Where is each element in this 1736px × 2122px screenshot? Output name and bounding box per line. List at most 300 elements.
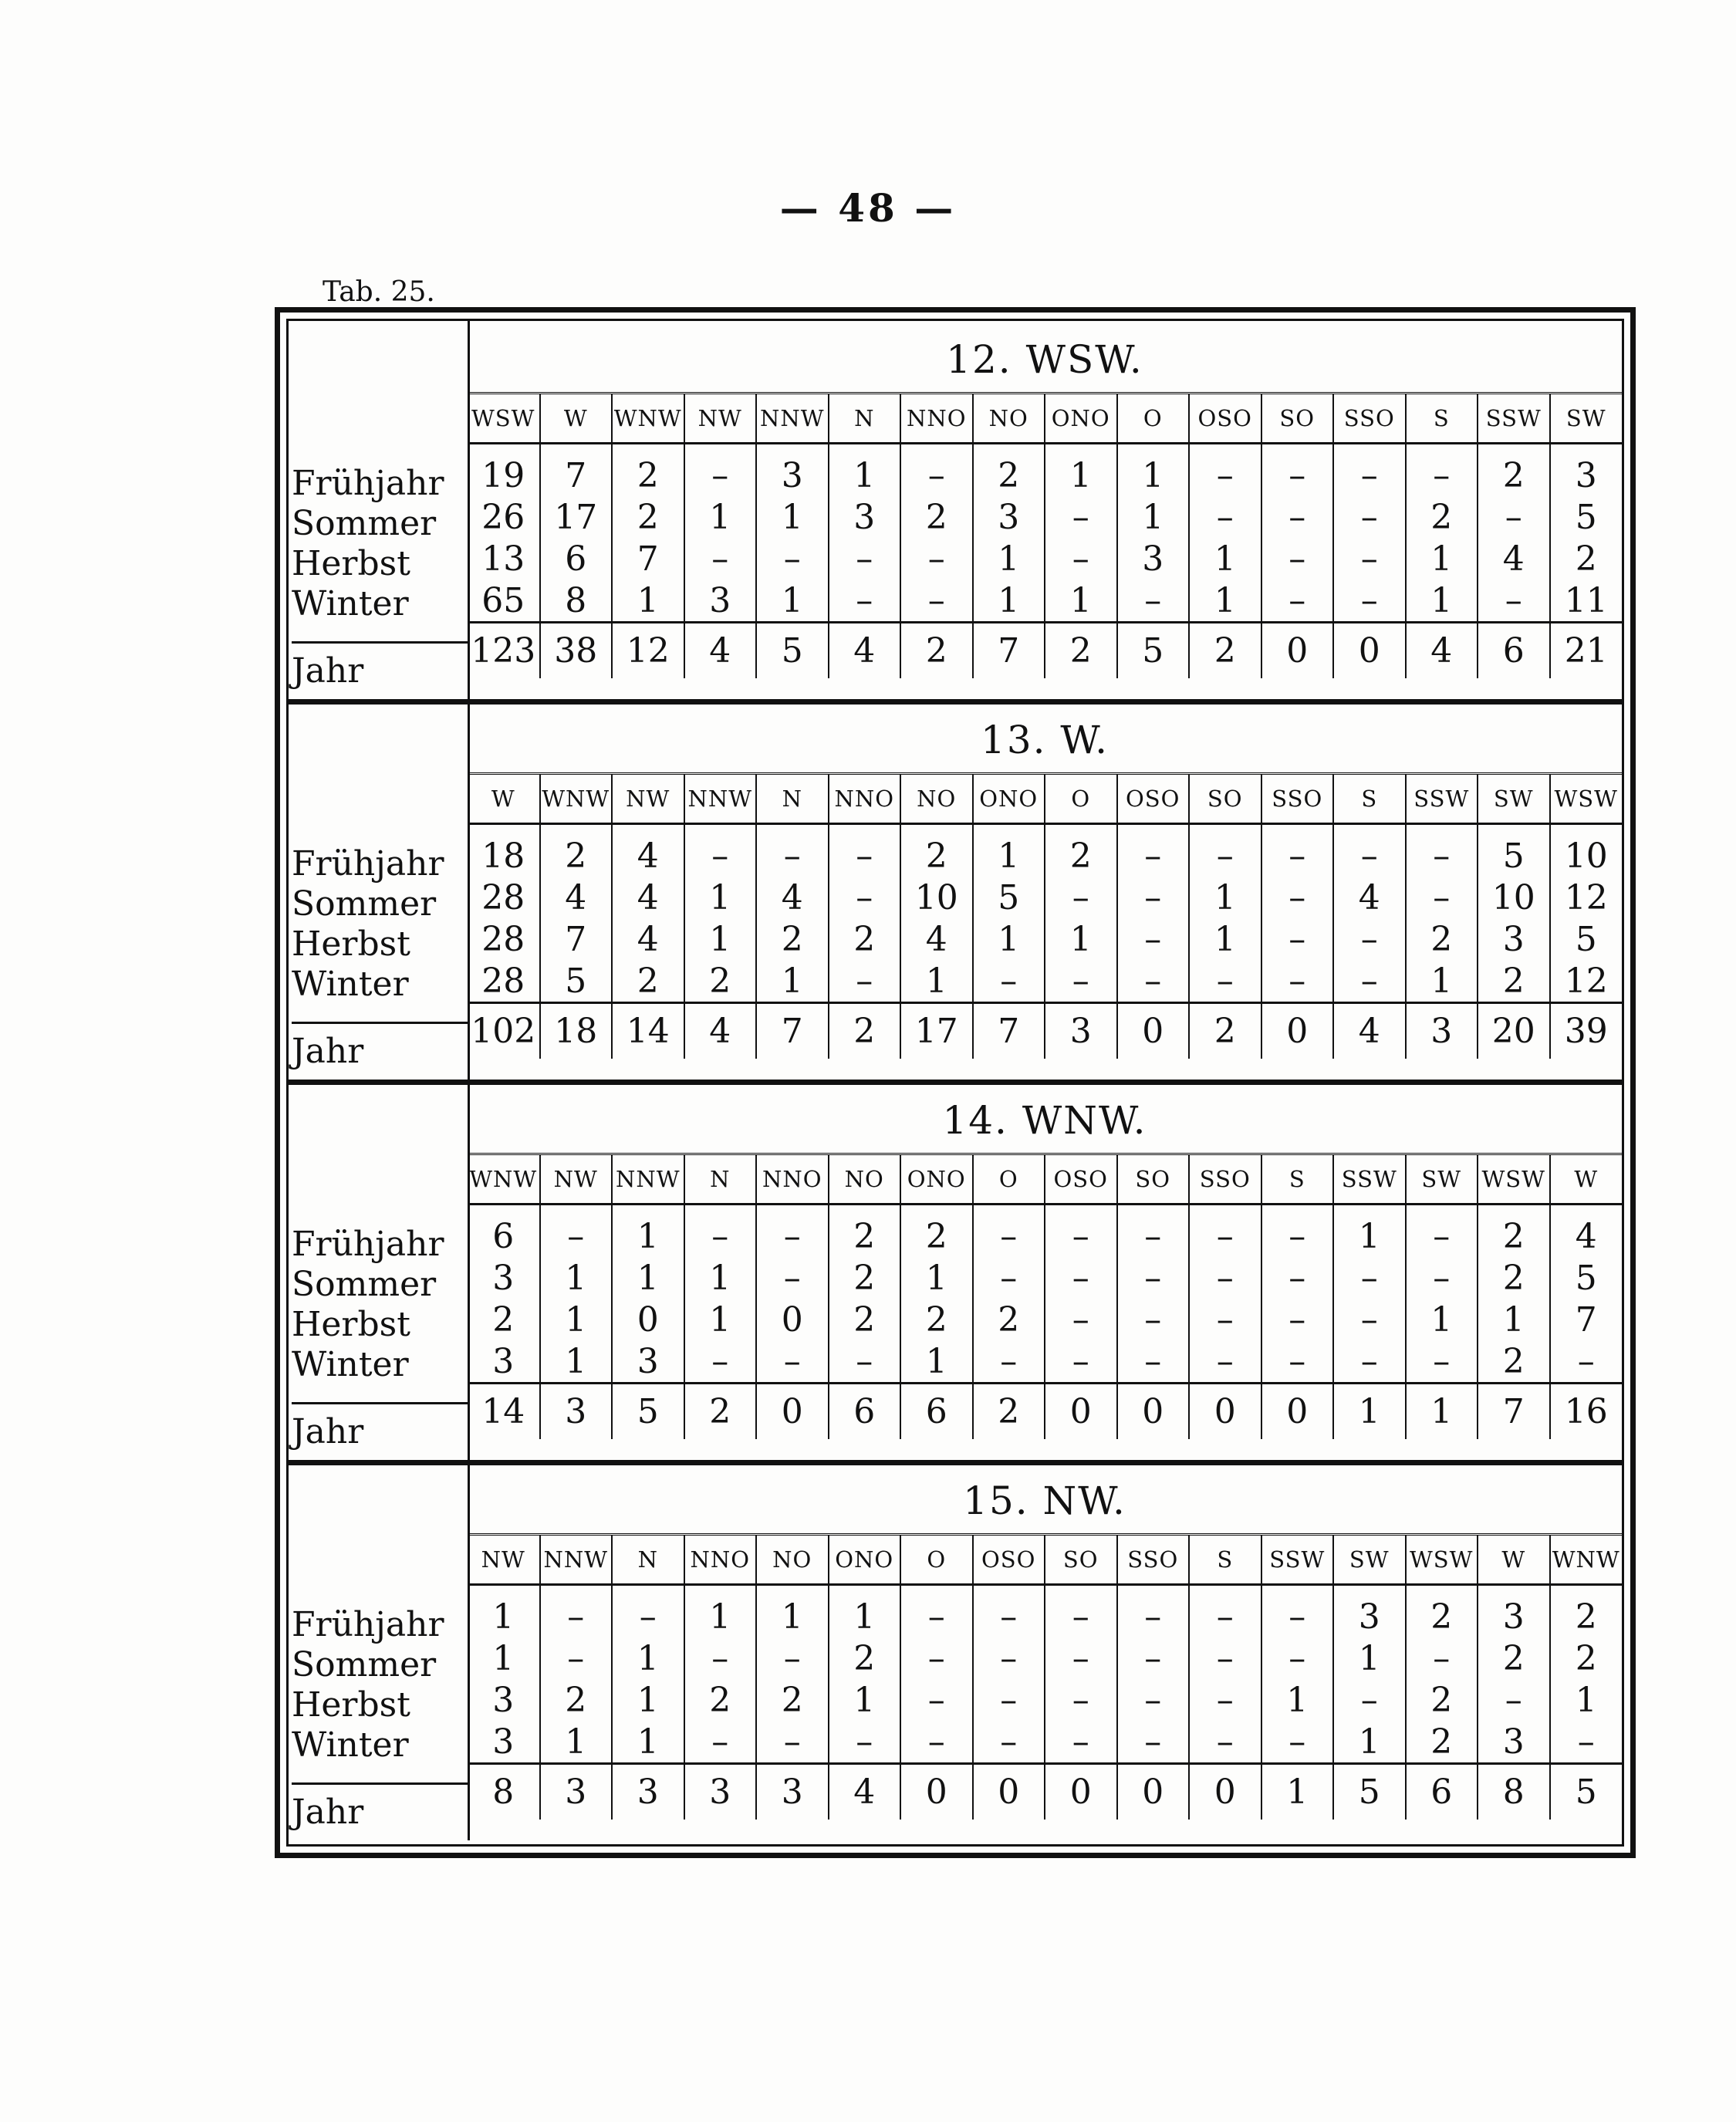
value-cell: 5 bbox=[1575, 497, 1597, 537]
direction-header-cell: SO bbox=[1045, 1535, 1117, 1585]
page-number: — 48 — bbox=[779, 185, 957, 231]
direction-header-cell: SSW bbox=[1406, 774, 1478, 824]
value-cell: – bbox=[684, 538, 757, 579]
direction-header-row bbox=[468, 1535, 1622, 1585]
value-cell: 4 bbox=[756, 877, 829, 918]
value-cell: 1 bbox=[540, 1721, 613, 1764]
total-cell: 12 bbox=[612, 623, 684, 679]
total-cell: 5 bbox=[1333, 1764, 1406, 1820]
year-total-row bbox=[468, 1384, 1622, 1440]
value-cell: – bbox=[1261, 496, 1334, 538]
total-cell: 14 bbox=[612, 1003, 684, 1059]
direction-header-cell: WNW bbox=[540, 774, 613, 824]
total-cell: 6 bbox=[900, 1384, 973, 1440]
value-cell: – bbox=[1261, 444, 1334, 497]
total-cell: 20 bbox=[1478, 1003, 1550, 1059]
value-cell: 1 bbox=[973, 918, 1045, 960]
table-row bbox=[468, 1585, 1622, 1638]
total-cell: 7 bbox=[973, 623, 1045, 679]
direction-header-cell: SW bbox=[1333, 1535, 1406, 1585]
value-cell: 3 bbox=[1575, 455, 1597, 495]
total-cell: 38 bbox=[540, 623, 613, 679]
value-cell: – bbox=[1117, 1205, 1190, 1258]
total-cell: 2 bbox=[1189, 1003, 1261, 1059]
table-row bbox=[468, 444, 1622, 497]
total-cell: 3 bbox=[1406, 1003, 1478, 1059]
value-cell: – bbox=[1117, 1299, 1190, 1340]
direction-header-cell: WSW bbox=[1406, 1535, 1478, 1585]
total-cell: 3 bbox=[540, 1764, 613, 1820]
wind-table bbox=[468, 1533, 1622, 1820]
direction-header-cell: W bbox=[1478, 1535, 1550, 1585]
value-cell: – bbox=[1117, 1637, 1190, 1679]
value-cell: 4 bbox=[1333, 877, 1406, 918]
total-cell: 14 bbox=[468, 1384, 540, 1440]
value-cell: – bbox=[684, 824, 757, 877]
direction-header-cell: W bbox=[540, 394, 613, 444]
value-cell: – bbox=[1261, 1257, 1334, 1299]
value-cell: 2 bbox=[612, 444, 684, 497]
value-cell: 3 bbox=[1478, 1585, 1550, 1638]
value-cell: – bbox=[1261, 824, 1334, 877]
total-cell: 6 bbox=[829, 1384, 901, 1440]
value-cell: 1 bbox=[1333, 1637, 1406, 1679]
direction-header-cell: SSO bbox=[1117, 1535, 1190, 1585]
value-cell: 1 bbox=[1406, 538, 1478, 579]
direction-header-cell: OSO bbox=[1045, 1154, 1117, 1205]
table-row bbox=[468, 1257, 1622, 1299]
total-cell: 4 bbox=[684, 1003, 757, 1059]
value-cell: 1 bbox=[468, 1637, 540, 1679]
season-label: Winter bbox=[292, 1725, 409, 1765]
value-cell: 1 bbox=[1189, 579, 1261, 623]
direction-header-cell: S bbox=[1333, 774, 1406, 824]
value-cell: – bbox=[1117, 918, 1190, 960]
value-cell: – bbox=[1117, 1340, 1190, 1384]
wind-table bbox=[468, 772, 1622, 1059]
total-cell: 1 bbox=[1406, 1384, 1478, 1440]
total-cell: 1 bbox=[1333, 1384, 1406, 1440]
value-cell: 17 bbox=[540, 496, 613, 538]
value-cell: 4 bbox=[612, 824, 684, 877]
direction-header-cell: SW bbox=[1406, 1154, 1478, 1205]
value-cell: – bbox=[756, 538, 829, 579]
total-cell: 0 bbox=[1261, 623, 1334, 679]
value-cell: – bbox=[1261, 579, 1334, 623]
season-label: Winter bbox=[292, 1345, 409, 1384]
value-cell: 1 bbox=[900, 1340, 973, 1384]
value-cell: 11 bbox=[1564, 580, 1608, 620]
season-list bbox=[292, 844, 444, 1005]
total-cell: 0 bbox=[1045, 1384, 1117, 1440]
direction-header-cell: SW bbox=[1478, 774, 1550, 824]
total-cell: 0 bbox=[1117, 1764, 1190, 1820]
value-cell: – bbox=[1045, 1679, 1117, 1721]
total-cell: 5 bbox=[1117, 623, 1190, 679]
total-cell: 102 bbox=[468, 1003, 540, 1059]
table-row bbox=[468, 538, 1622, 579]
season-label: Frühjahr bbox=[292, 464, 444, 503]
direction-header-cell: SSW bbox=[1333, 1154, 1406, 1205]
value-cell: 1 bbox=[1575, 1680, 1597, 1720]
direction-header-cell: O bbox=[1045, 774, 1117, 824]
value-cell: 5 bbox=[973, 877, 1045, 918]
total-cell: 5 bbox=[756, 623, 829, 679]
value-cell: 19 bbox=[468, 444, 540, 497]
value-cell: – bbox=[684, 1721, 757, 1764]
value-cell: – bbox=[1333, 1257, 1406, 1299]
direction-header-cell: SSO bbox=[1189, 1154, 1261, 1205]
value-cell: 2 bbox=[684, 960, 757, 1003]
value-cell: – bbox=[1577, 1341, 1595, 1381]
value-cell: 1 bbox=[612, 1205, 684, 1258]
table-row bbox=[468, 1679, 1622, 1721]
value-cell: 2 bbox=[540, 824, 613, 877]
total-cell: 4 bbox=[1406, 623, 1478, 679]
value-cell: 1 bbox=[1333, 1205, 1406, 1258]
value-cell: – bbox=[540, 1205, 613, 1258]
value-cell: 2 bbox=[1406, 496, 1478, 538]
value-cell: 3 bbox=[612, 1340, 684, 1384]
value-cell: – bbox=[973, 1340, 1045, 1384]
total-cell: 4 bbox=[829, 1764, 901, 1820]
value-cell: 1 bbox=[900, 960, 973, 1003]
direction-header-cell: W bbox=[468, 774, 540, 824]
value-cell: 28 bbox=[468, 918, 540, 960]
direction-header-cell: NNO bbox=[829, 774, 901, 824]
year-total-row bbox=[468, 1003, 1622, 1059]
table-inner-frame bbox=[286, 319, 1624, 1847]
value-cell: 1 bbox=[468, 1585, 540, 1638]
season-labels-column bbox=[289, 321, 470, 699]
direction-header-cell: NW bbox=[468, 1535, 540, 1585]
value-cell: – bbox=[1045, 1299, 1117, 1340]
value-cell: 4 bbox=[612, 877, 684, 918]
value-cell: – bbox=[829, 538, 901, 579]
season-list bbox=[292, 1605, 444, 1766]
value-cell: – bbox=[1333, 579, 1406, 623]
value-cell: 1 bbox=[1406, 1299, 1478, 1340]
season-label: Frühjahr bbox=[292, 1605, 444, 1644]
total-cell: 2 bbox=[973, 1384, 1045, 1440]
wind-block bbox=[289, 701, 1622, 1085]
value-cell: – bbox=[829, 824, 901, 877]
direction-header-cell: NNO bbox=[684, 1535, 757, 1585]
value-cell: – bbox=[1478, 579, 1550, 623]
value-cell: – bbox=[540, 1585, 613, 1638]
value-cell: 10 bbox=[1478, 877, 1550, 918]
value-cell: – bbox=[829, 877, 901, 918]
season-label: Sommer bbox=[292, 1265, 437, 1304]
wind-table bbox=[468, 1153, 1622, 1439]
direction-header-cell: NNO bbox=[756, 1154, 829, 1205]
value-cell: 26 bbox=[468, 496, 540, 538]
value-cell: 2 bbox=[612, 496, 684, 538]
value-cell: – bbox=[1189, 1340, 1261, 1384]
value-cell: – bbox=[540, 1637, 613, 1679]
direction-header-cell: S bbox=[1261, 1154, 1334, 1205]
value-cell: – bbox=[1189, 1299, 1261, 1340]
direction-header-cell: ONO bbox=[900, 1154, 973, 1205]
table-row bbox=[468, 496, 1622, 538]
total-cell: 6 bbox=[1406, 1764, 1478, 1820]
value-cell: 1 bbox=[973, 538, 1045, 579]
value-cell: – bbox=[1045, 1585, 1117, 1638]
total-cell: 2 bbox=[1189, 623, 1261, 679]
value-cell: 2 bbox=[1575, 539, 1597, 579]
value-cell: 1 bbox=[612, 579, 684, 623]
total-cell: 8 bbox=[1478, 1764, 1550, 1820]
value-cell: – bbox=[1333, 538, 1406, 579]
wind-table-area bbox=[468, 321, 1622, 699]
season-label: Sommer bbox=[292, 884, 437, 924]
total-cell: 2 bbox=[684, 1384, 757, 1440]
value-cell: 2 bbox=[1406, 1585, 1478, 1638]
value-cell: 1 bbox=[1045, 579, 1117, 623]
value-cell: 1 bbox=[829, 1679, 901, 1721]
value-cell: – bbox=[1045, 1205, 1117, 1258]
value-cell: 5 bbox=[1575, 1258, 1597, 1298]
value-cell: 3 bbox=[1117, 538, 1190, 579]
value-cell: 1 bbox=[612, 1679, 684, 1721]
value-cell: – bbox=[1045, 1257, 1117, 1299]
value-cell: 3 bbox=[829, 496, 901, 538]
total-cell: 5 bbox=[612, 1384, 684, 1440]
value-cell: 1 bbox=[612, 1257, 684, 1299]
direction-header-cell: WNW bbox=[612, 394, 684, 444]
year-total-label: Jahr bbox=[292, 1022, 468, 1080]
table-row bbox=[468, 1637, 1622, 1679]
value-cell: – bbox=[1261, 877, 1334, 918]
direction-header-cell: NNW bbox=[756, 394, 829, 444]
value-cell: – bbox=[756, 1721, 829, 1764]
value-cell: 1 bbox=[1261, 1679, 1334, 1721]
season-label: Frühjahr bbox=[292, 844, 444, 884]
direction-header-cell: S bbox=[1406, 394, 1478, 444]
value-cell: 0 bbox=[612, 1299, 684, 1340]
value-cell: 28 bbox=[468, 960, 540, 1003]
total-cell: 0 bbox=[900, 1764, 973, 1820]
direction-header-cell: SSO bbox=[1333, 394, 1406, 444]
value-cell: 18 bbox=[468, 824, 540, 877]
value-cell: 2 bbox=[540, 1679, 613, 1721]
value-cell: 2 bbox=[1478, 960, 1550, 1003]
direction-header-cell: NW bbox=[612, 774, 684, 824]
table-frame bbox=[275, 307, 1636, 1858]
value-cell: 3 bbox=[973, 496, 1045, 538]
value-cell: 2 bbox=[900, 824, 973, 877]
table-label: Tab. 25. bbox=[323, 276, 435, 308]
table-row bbox=[468, 960, 1622, 1003]
value-cell: 13 bbox=[468, 538, 540, 579]
value-cell: – bbox=[1406, 1637, 1478, 1679]
wind-table-area bbox=[468, 701, 1622, 1080]
value-cell: 1 bbox=[829, 1585, 901, 1638]
value-cell: 4 bbox=[900, 918, 973, 960]
value-cell: – bbox=[1406, 877, 1478, 918]
total-cell: 0 bbox=[973, 1764, 1045, 1820]
value-cell: 7 bbox=[540, 918, 613, 960]
value-cell: 12 bbox=[1564, 961, 1608, 1001]
value-cell: 1 bbox=[1406, 960, 1478, 1003]
value-cell: – bbox=[900, 1679, 973, 1721]
season-label: Herbst bbox=[292, 924, 410, 964]
value-cell: 28 bbox=[468, 877, 540, 918]
value-cell: 2 bbox=[973, 444, 1045, 497]
total-cell: 16 bbox=[1550, 1384, 1623, 1440]
value-cell: 2 bbox=[829, 1205, 901, 1258]
total-cell: 0 bbox=[756, 1384, 829, 1440]
direction-header-cell: O bbox=[973, 1154, 1045, 1205]
direction-header-cell: N bbox=[684, 1154, 757, 1205]
value-cell: – bbox=[1045, 496, 1117, 538]
value-cell: 1 bbox=[540, 1299, 613, 1340]
direction-header-cell: NNO bbox=[900, 394, 973, 444]
direction-header-cell: O bbox=[1117, 394, 1190, 444]
value-cell: – bbox=[900, 1721, 973, 1764]
value-cell: 7 bbox=[612, 538, 684, 579]
total-cell: 0 bbox=[1333, 623, 1406, 679]
value-cell: – bbox=[900, 444, 973, 497]
direction-header-cell: WNW bbox=[1550, 1535, 1623, 1585]
direction-header-cell: OSO bbox=[973, 1535, 1045, 1585]
value-cell: – bbox=[1189, 1205, 1261, 1258]
value-cell: 7 bbox=[540, 444, 613, 497]
season-label: Herbst bbox=[292, 1685, 410, 1725]
value-cell: 1 bbox=[1045, 444, 1117, 497]
value-cell: – bbox=[1189, 496, 1261, 538]
season-label: Sommer bbox=[292, 504, 437, 543]
value-cell: 2 bbox=[1478, 1637, 1550, 1679]
total-cell: 2 bbox=[1045, 623, 1117, 679]
direction-header-row bbox=[468, 394, 1622, 444]
value-cell: 1 bbox=[684, 918, 757, 960]
direction-header-cell: SW bbox=[1550, 394, 1623, 444]
value-cell: – bbox=[1333, 824, 1406, 877]
value-cell: 1 bbox=[1117, 444, 1190, 497]
wind-table bbox=[468, 392, 1622, 678]
total-cell: 1 bbox=[1261, 1764, 1334, 1820]
table-row bbox=[468, 824, 1622, 877]
value-cell: 6 bbox=[540, 538, 613, 579]
direction-header-cell: W bbox=[1550, 1154, 1623, 1205]
direction-header-cell: SO bbox=[1189, 774, 1261, 824]
season-labels-column bbox=[289, 1082, 470, 1460]
value-cell: – bbox=[1261, 538, 1334, 579]
direction-header-cell: SSO bbox=[1261, 774, 1334, 824]
block-title: 13. W. bbox=[981, 718, 1109, 762]
value-cell: – bbox=[1189, 1721, 1261, 1764]
value-cell: 10 bbox=[900, 877, 973, 918]
value-cell: – bbox=[1261, 1585, 1334, 1638]
season-labels-column bbox=[289, 701, 470, 1080]
direction-header-cell: NW bbox=[540, 1154, 613, 1205]
value-cell: 2 bbox=[829, 1299, 901, 1340]
direction-header-cell: S bbox=[1189, 1535, 1261, 1585]
value-cell: – bbox=[829, 960, 901, 1003]
value-cell: 12 bbox=[1564, 877, 1608, 917]
value-cell: – bbox=[1333, 1299, 1406, 1340]
value-cell: – bbox=[1117, 960, 1190, 1003]
season-list bbox=[292, 464, 444, 624]
direction-header-cell: NO bbox=[973, 394, 1045, 444]
total-cell: 8 bbox=[468, 1764, 540, 1820]
year-total-label: Jahr bbox=[292, 641, 468, 699]
value-cell: – bbox=[829, 1721, 901, 1764]
direction-header-cell: NO bbox=[756, 1535, 829, 1585]
value-cell: 1 bbox=[1478, 1299, 1550, 1340]
value-cell: 10 bbox=[1564, 836, 1608, 876]
total-cell: 4 bbox=[1333, 1003, 1406, 1059]
direction-header-cell: NNW bbox=[540, 1535, 613, 1585]
season-labels-column bbox=[289, 1462, 470, 1840]
value-cell: – bbox=[973, 1205, 1045, 1258]
value-cell: 1 bbox=[756, 496, 829, 538]
value-cell: 3 bbox=[1478, 918, 1550, 960]
value-cell: 2 bbox=[1406, 918, 1478, 960]
value-cell: – bbox=[829, 1340, 901, 1384]
value-cell: – bbox=[1117, 1585, 1190, 1638]
wind-table-area bbox=[468, 1462, 1622, 1840]
total-cell: 5 bbox=[1550, 1764, 1623, 1820]
wind-table-area bbox=[468, 1082, 1622, 1460]
direction-header-cell: SO bbox=[1261, 394, 1334, 444]
value-cell: 1 bbox=[1117, 496, 1190, 538]
value-cell: 7 bbox=[1575, 1299, 1597, 1340]
value-cell: – bbox=[1189, 1585, 1261, 1638]
value-cell: 1 bbox=[684, 1585, 757, 1638]
value-cell: 3 bbox=[756, 444, 829, 497]
direction-header-cell: WNW bbox=[468, 1154, 540, 1205]
value-cell: 2 bbox=[973, 1299, 1045, 1340]
value-cell: 1 bbox=[900, 1257, 973, 1299]
value-cell: – bbox=[756, 1637, 829, 1679]
value-cell: – bbox=[684, 1340, 757, 1384]
block-title: 12. WSW. bbox=[946, 337, 1143, 382]
total-cell: 3 bbox=[684, 1764, 757, 1820]
direction-header-cell: ONO bbox=[973, 774, 1045, 824]
value-cell: – bbox=[1406, 1340, 1478, 1384]
total-cell: 21 bbox=[1550, 623, 1623, 679]
value-cell: 5 bbox=[1575, 919, 1597, 959]
value-cell: 2 bbox=[829, 918, 901, 960]
block-title: 15. NW. bbox=[963, 1478, 1126, 1523]
value-cell: – bbox=[756, 824, 829, 877]
value-cell: 1 bbox=[540, 1257, 613, 1299]
value-cell: 3 bbox=[684, 579, 757, 623]
wind-block bbox=[289, 1462, 1622, 1840]
value-cell: – bbox=[973, 1585, 1045, 1638]
value-cell: 1 bbox=[684, 496, 757, 538]
year-total-label: Jahr bbox=[292, 1782, 468, 1840]
total-cell: 2 bbox=[900, 623, 973, 679]
season-label: Winter bbox=[292, 584, 409, 623]
value-cell: 4 bbox=[1478, 538, 1550, 579]
value-cell: 3 bbox=[468, 1679, 540, 1721]
value-cell: 2 bbox=[1045, 824, 1117, 877]
value-cell: 5 bbox=[540, 960, 613, 1003]
value-cell: 5 bbox=[1478, 824, 1550, 877]
value-cell: – bbox=[1261, 960, 1334, 1003]
value-cell: 1 bbox=[612, 1637, 684, 1679]
value-cell: – bbox=[1045, 960, 1117, 1003]
value-cell: 2 bbox=[612, 960, 684, 1003]
value-cell: 2 bbox=[756, 918, 829, 960]
value-cell: – bbox=[756, 1340, 829, 1384]
value-cell: – bbox=[1045, 538, 1117, 579]
value-cell: – bbox=[1045, 1637, 1117, 1679]
total-cell: 3 bbox=[540, 1384, 613, 1440]
